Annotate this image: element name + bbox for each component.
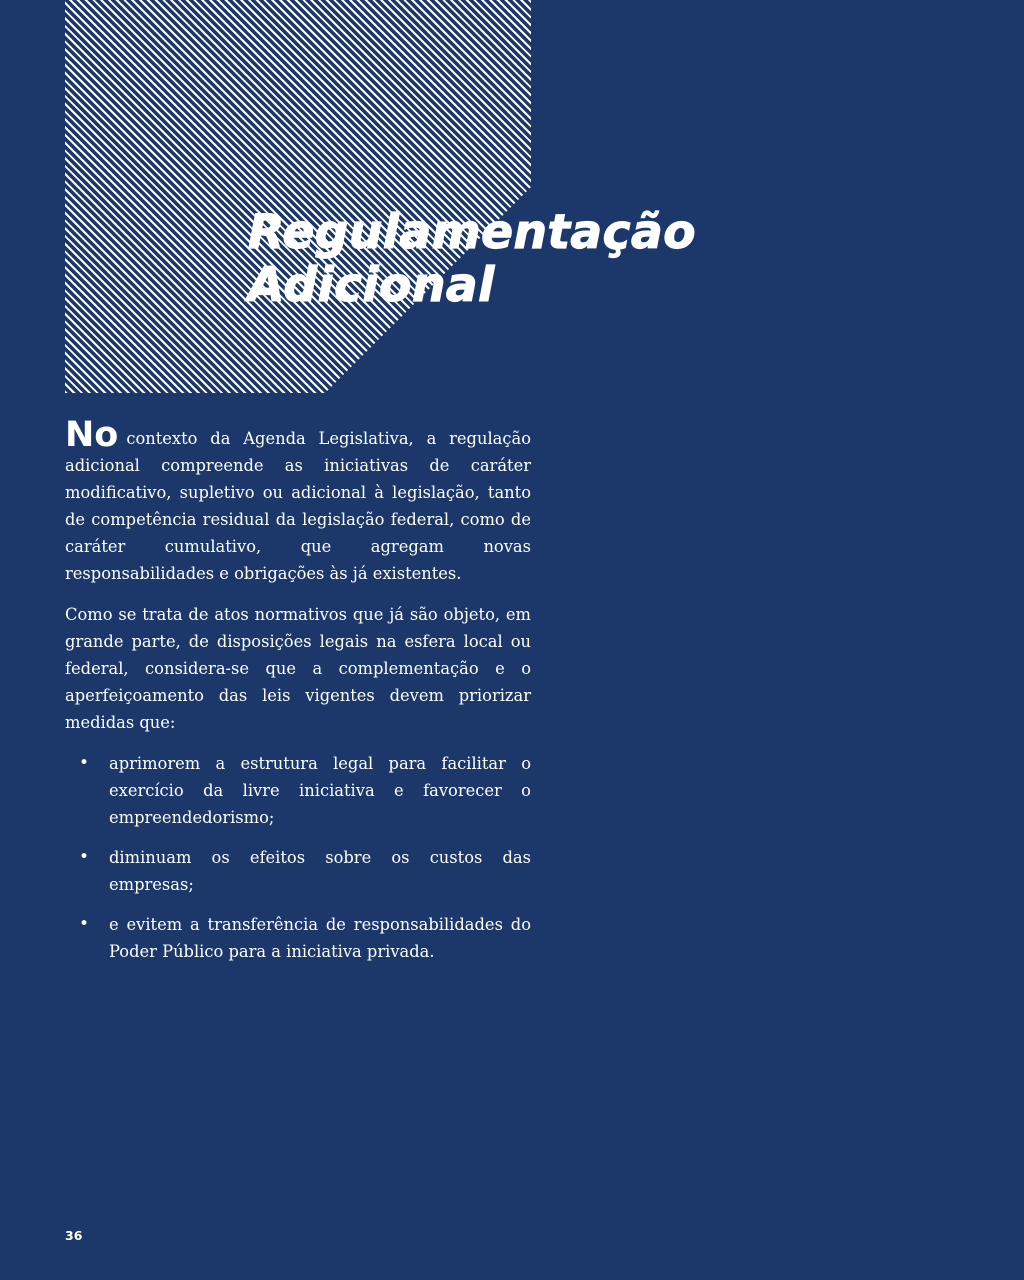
list-item-text: e evitem a transferência de responsabilidades do Poder Público para a iniciativa privada.: [109, 915, 531, 961]
bullet-icon: •: [79, 914, 90, 934]
bullet-icon: •: [79, 847, 90, 867]
body-text: [65, 415, 531, 978]
section-title-line-1: Regulamentação: [248, 205, 697, 260]
list-item: [65, 750, 531, 831]
second-paragraph: Como se trata de atos normativos que já são objeto, em grande parte, de disposições legais na esfera local ou federal, considera-se que a complementação e o aperfeiçoamento das leis vigentes devem priorizar medidas que:: [65, 605, 531, 732]
bullet-icon: •: [79, 753, 90, 773]
list-item: [65, 911, 531, 965]
diagonal-stripe-pattern: [65, 0, 531, 393]
list-item-text: aprimorem a estrutura legal para facilitar o exercício da livre iniciativa e favorecer o empreendedorismo;: [109, 754, 531, 827]
page-number: 36: [65, 1228, 83, 1243]
intro-paragraph: [65, 415, 531, 587]
section-title-line-2: Adicional: [248, 258, 495, 313]
intro-paragraph-text: contexto da Agenda Legislativa, a regulação adicional compreende as iniciativas de caráter modificativo, supletivo ou adicional à legislação, tanto de competência residual da legislação federal, como de caráter cumulativo, que agregam novas responsabilidades e obrigações às já existentes.: [65, 429, 531, 583]
measures-list: [65, 750, 531, 965]
list-item-text: diminuam os efeitos sobre os custos das empresas;: [109, 848, 531, 894]
section-title: [248, 206, 696, 312]
list-item: [65, 844, 531, 898]
lead-word: No: [65, 415, 119, 455]
